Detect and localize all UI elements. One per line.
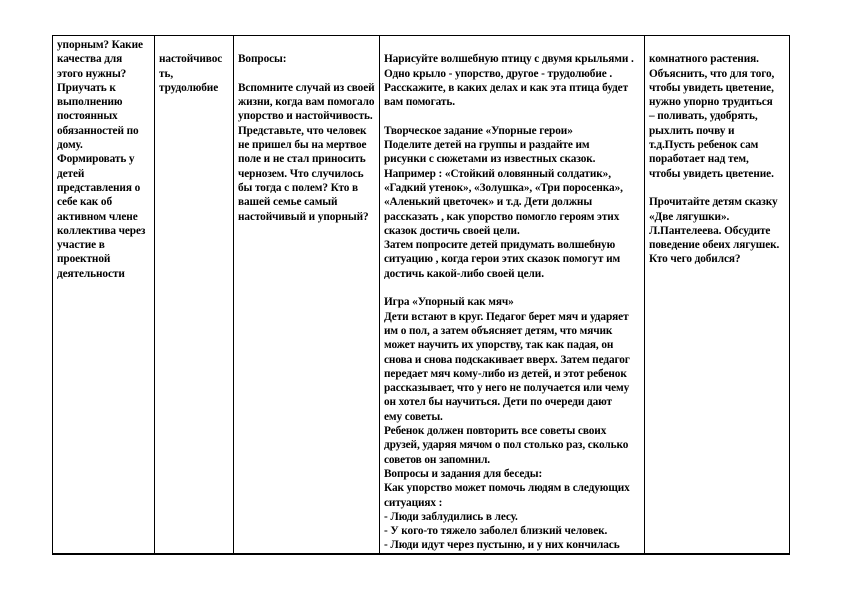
text-line xyxy=(159,38,229,52)
text-line: дому. xyxy=(57,139,83,152)
text-line: Творческое задание «Упорные герои» xyxy=(384,124,573,137)
text-line: ситуацию , когда герои этих сказок помогут им xyxy=(384,253,621,266)
text-line: активном члене xyxy=(57,210,138,223)
lesson-plan-table xyxy=(52,35,790,555)
text-line: рассказать , как упорство помогло героям этих xyxy=(384,210,620,223)
text-line: Прочитайте детям сказку xyxy=(649,196,778,209)
text-line: - У кого-то тяжело заболел близкий человек. xyxy=(384,525,608,538)
text-line: обязанностей по xyxy=(57,124,139,137)
text-line: он хотел бы научиться. Дети по очереди дают xyxy=(384,396,612,409)
text-line: Формировать у xyxy=(57,153,135,166)
text-line: передает мяч кому-либо из детей, и этот ребенок xyxy=(384,367,627,380)
text-line: ть, xyxy=(159,67,174,80)
text-line: снова и снова подскакивает вверх. Затем педагог xyxy=(384,353,630,366)
text-line: сказок достичь своей цели. xyxy=(384,224,520,237)
text-line: «Аленький цветочек» и т.д. Дети должны xyxy=(384,196,593,209)
text-line: Ребенок должен повторить все советы своих xyxy=(384,425,607,438)
text-line: поле и не стал приносить xyxy=(238,153,366,166)
text-line: чтобы увидеть цветение. xyxy=(649,167,774,180)
text-line: рыхлить почву и xyxy=(649,124,735,137)
text-line: «Две лягушки». xyxy=(649,210,730,223)
text-line xyxy=(238,38,375,52)
text-line: нужно упорно трудиться xyxy=(649,96,773,109)
text-line: чернозем. Что случилось xyxy=(238,167,364,180)
text-line: поведение обеих лягушек. xyxy=(649,239,780,252)
text-line xyxy=(384,281,640,295)
text-line: ему советы. xyxy=(384,410,443,423)
text-line: Вспомните случай из своей xyxy=(238,81,375,94)
text-line: Игра «Упорный как мяч» xyxy=(384,296,514,309)
text-line: т.д.Пусть ребенок сам xyxy=(649,139,759,152)
text-line: Л.Пантелеева. Обсудите xyxy=(649,224,771,237)
text-line: выполнению xyxy=(57,96,123,109)
text-line: ситуациях : xyxy=(384,496,443,509)
text-line: Например : «Стойкий оловянный солдатик», xyxy=(384,167,611,180)
text-line: Поделите детей на группы и раздайте им xyxy=(384,139,590,152)
text-line: качества для xyxy=(57,53,123,66)
text-line: достичь какой-либо своей цели. xyxy=(384,267,544,280)
text-line: может научить их упорству, так как падая, он xyxy=(384,339,614,352)
text-line: не пришел бы на мертвое xyxy=(238,139,367,152)
activities-cell xyxy=(380,36,645,553)
text-line: рассказывает, что у него не получается или чему xyxy=(384,382,630,395)
text-line: Приучать к xyxy=(57,81,116,94)
text-line: Объяснить, что для того, xyxy=(649,67,775,80)
text-line: Одно крыло - упорство, другое - трудолюбие . xyxy=(384,67,613,80)
text-line: Кто чего добился? xyxy=(649,253,741,266)
text-line: коллектива через xyxy=(57,224,146,237)
text-line: комнатного растения. xyxy=(649,53,759,66)
text-line: друзей, ударяя мячом о пол столько раз, сколько xyxy=(384,439,629,452)
text-line: – поливать, удобрять, xyxy=(649,110,758,123)
text-line: Представьте, что человек xyxy=(238,124,367,137)
text-line: Затем попросите детей придумать волшебную xyxy=(384,239,616,252)
text-line: участие в xyxy=(57,239,105,252)
text-line: деятельности xyxy=(57,267,125,280)
text-line: детей xyxy=(57,167,85,180)
text-line xyxy=(238,67,375,81)
text-line: Дети встают в круг. Педагог берет мяч и ударяет xyxy=(384,310,629,323)
text-line: Как упорство может помочь людям в следующих xyxy=(384,482,630,495)
text-line: вам помогать. xyxy=(384,96,455,109)
text-line: им о пол, а затем объясняет детям, что мячик xyxy=(384,324,613,337)
text-line: постоянных xyxy=(57,110,118,123)
text-line: советов он запомнил. xyxy=(384,453,491,466)
text-line: настойчивый и упорный? xyxy=(238,210,369,223)
text-line: бы тогда с полем? Кто в xyxy=(238,181,359,194)
text-line: Расскажите, в каких делах и как эта птица будет xyxy=(384,81,629,94)
home-tasks-cell xyxy=(645,36,790,553)
text-line: рисунки с сюжетами из известных сказок. xyxy=(384,153,596,166)
text-line xyxy=(384,109,640,123)
qualities-cell xyxy=(155,36,234,553)
text-line: Вопросы и задания для беседы: xyxy=(384,467,543,480)
text-line: упорство и настойчивость. xyxy=(238,110,373,123)
goals-cell xyxy=(53,36,155,553)
text-line: представления о xyxy=(57,181,141,194)
text-line: чтобы увидеть цветение, xyxy=(649,81,774,94)
text-line: Вопросы: xyxy=(238,53,287,66)
text-line xyxy=(384,38,640,52)
text-line: упорным? Какие xyxy=(57,39,143,51)
text-line: этого нужны? xyxy=(57,67,127,80)
text-line xyxy=(649,181,786,195)
text-line: «Гадкий утенок», «Золушка», «Три поросенка», xyxy=(384,181,623,194)
text-line: - Люди заблудились в лесу. xyxy=(384,510,518,523)
text-line: - Люди идут через пустыню, и у них кончилась xyxy=(384,539,620,552)
text-line: Нарисуйте волшебную птицу с двумя крыльями . xyxy=(384,53,634,66)
text-line: жизни, когда вам помогало xyxy=(238,96,375,109)
text-line: трудолюбие xyxy=(159,81,219,94)
text-line xyxy=(649,38,786,52)
text-line: вашей семье самый xyxy=(238,196,338,209)
text-line: проектной xyxy=(57,253,111,266)
text-line: поработает над тем, xyxy=(649,153,749,166)
text-line: себе как об xyxy=(57,196,113,209)
text-line: настойчивос xyxy=(159,53,223,66)
questions-cell xyxy=(234,36,380,553)
